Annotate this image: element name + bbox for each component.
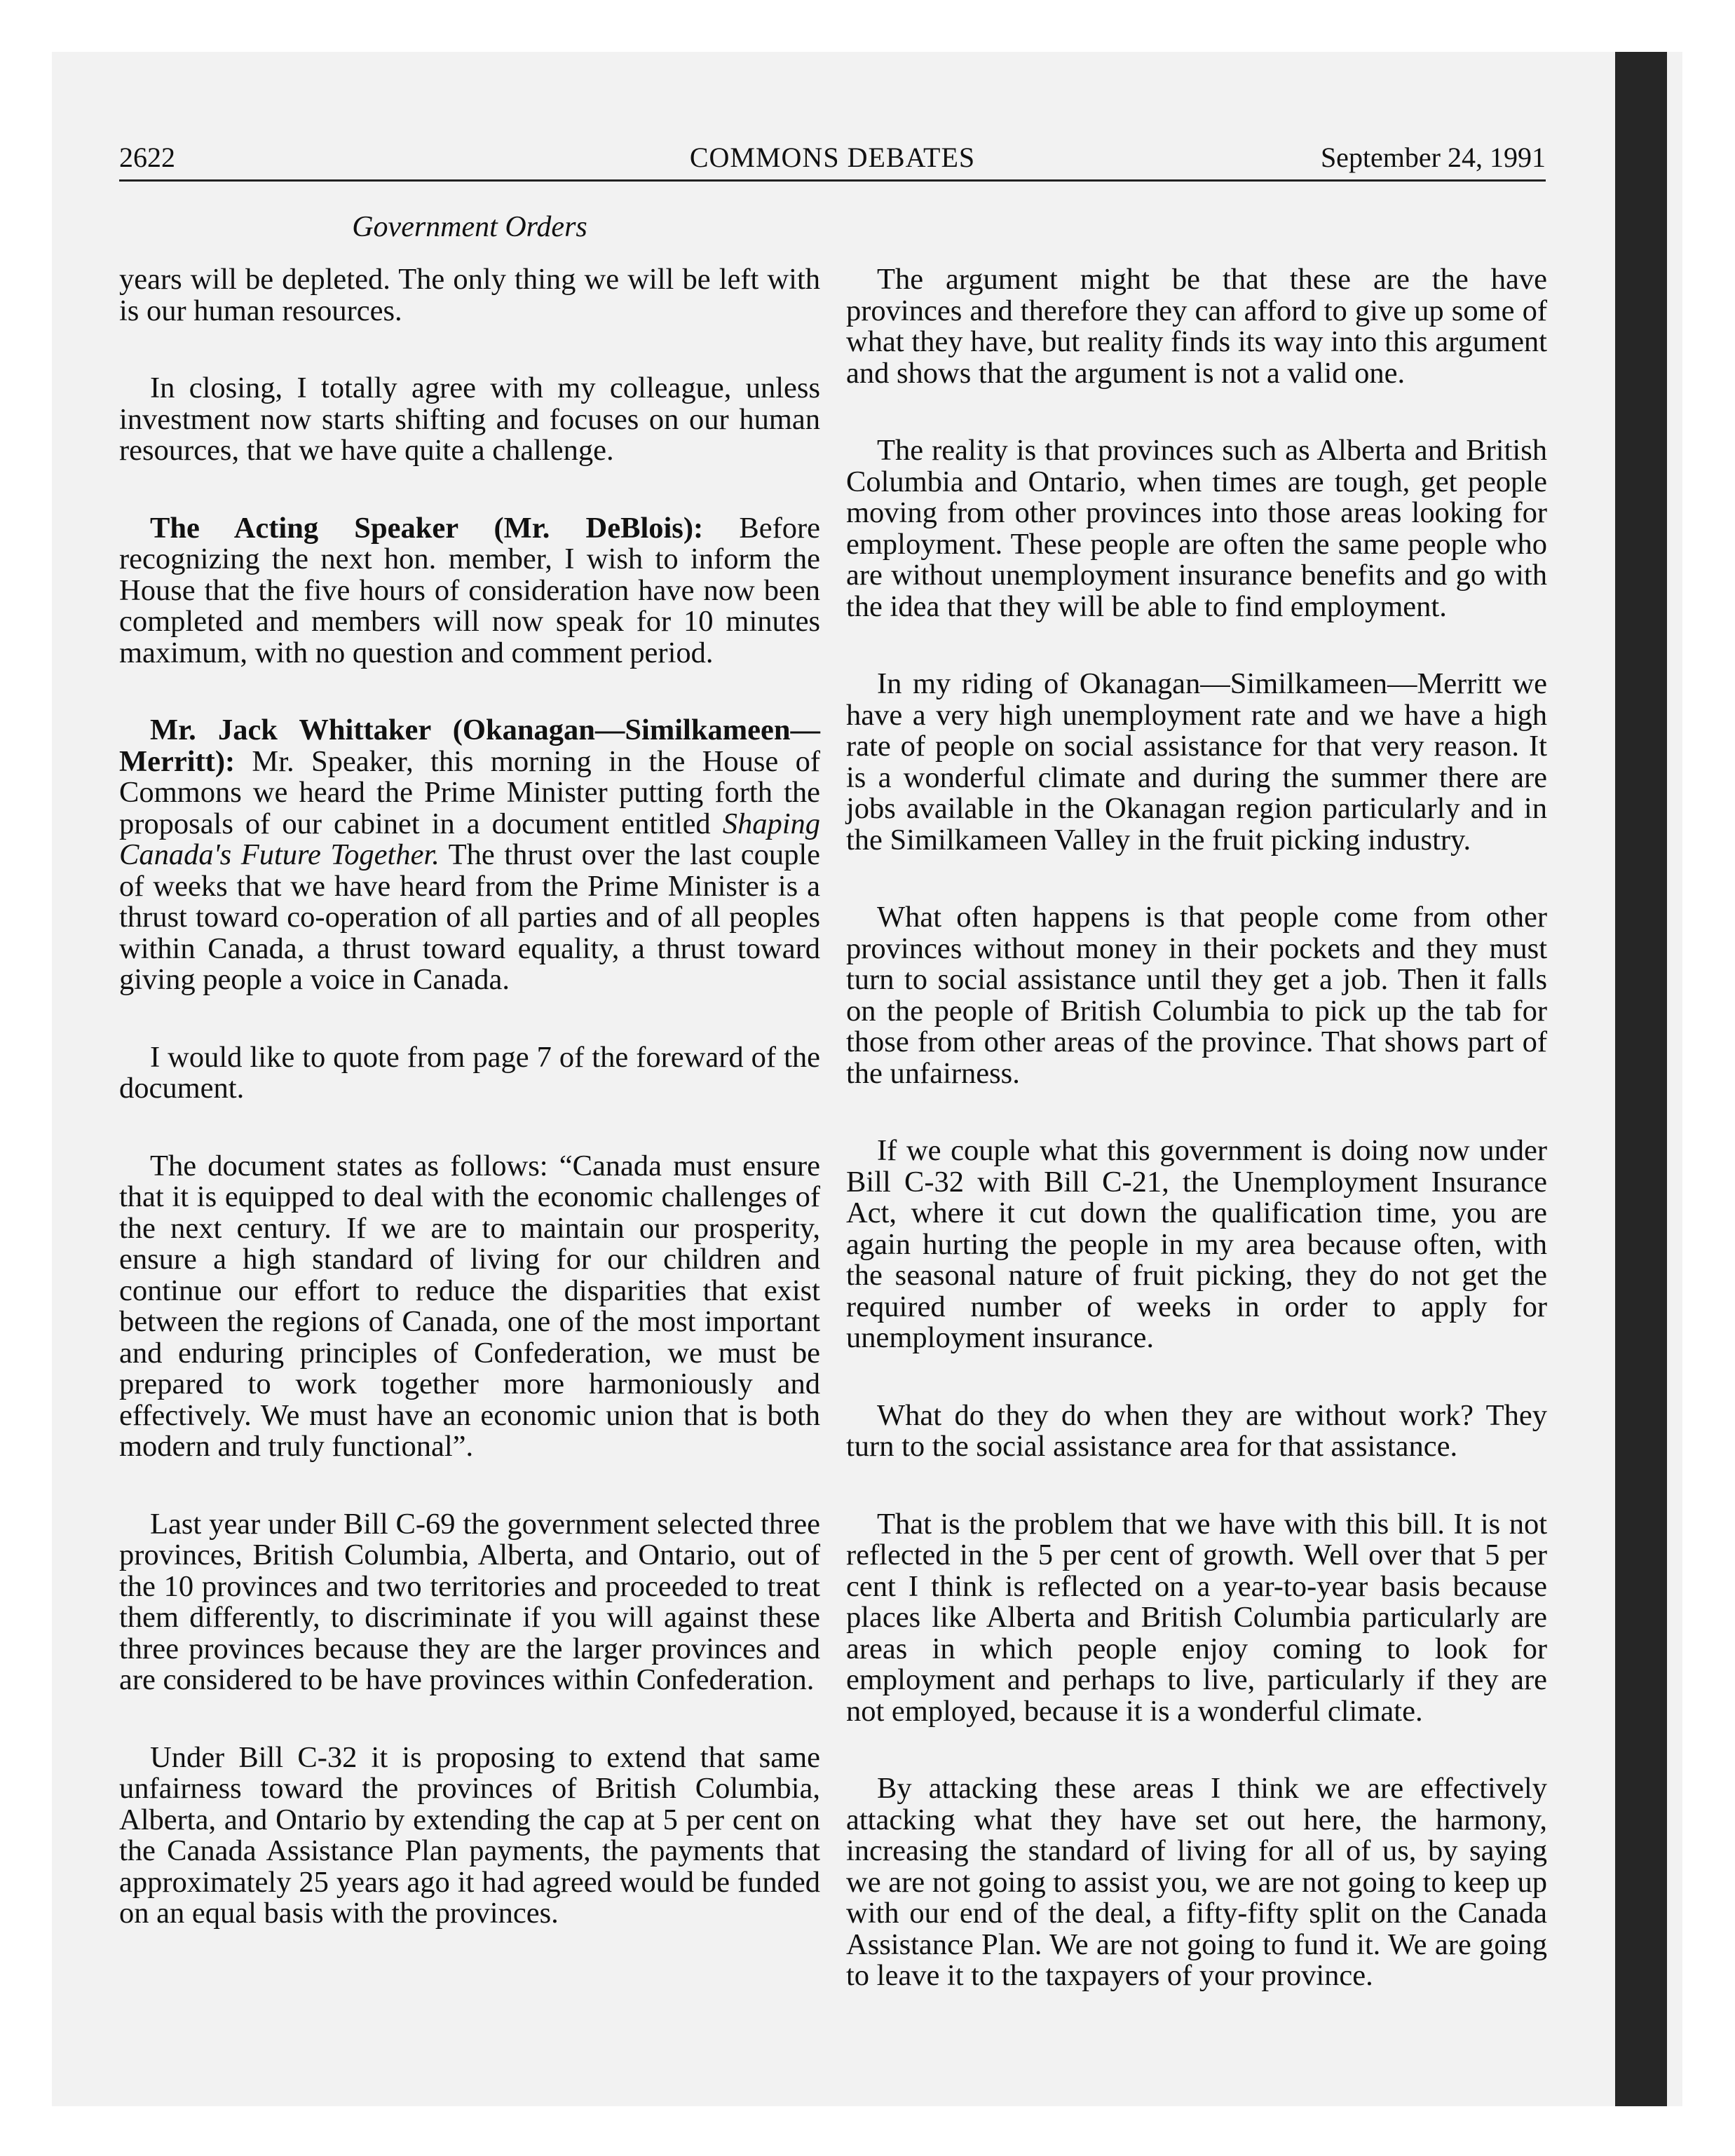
paragraph: Under Bill C-32 it is proposing to extend that same unfairness toward the provinces of British Columbia, Alberta, and Ontario by extending the cap at 5 per cent on the Canada Assistance Plan payments, the payments that approximately 25 years ago it had agreed would be funded on an equal basis with the provinces. — [119, 1740, 820, 1930]
section-heading: Government Orders — [352, 211, 587, 243]
publication-title: COMMONS DEBATES — [689, 142, 976, 173]
page-number: 2622 — [119, 142, 175, 173]
document-title: Shaping Canada's Future Together. — [119, 807, 820, 871]
speech-text: Before recognizing the next hon. member, I wish to inform the House that the five hours of consideration have now been completed and members will now speak for 10 minutes maximum, with no question and comment period. — [119, 511, 820, 669]
paragraph: By attacking these areas I think we are effectively attacking what they have set out here, the harmony, increasing the standard of living for all of us, by saying we are not going to assist you, we are not going to keep up with our end of the deal, a fifty-fifty split on the Canada Assistance Plan. We are not going to fund it. We are going to leave it to the taxpayers of your province. — [846, 1772, 1547, 1992]
paragraph: If we couple what this government is doing now under Bill C-32 with Bill C-21, the Unemployment Insurance Act, where it cut down the qualification time, you are again hurting the people in my area because often, with the seasonal nature of fruit picking, they do not get the required number of weeks in order to apply for unemployment insurance. — [846, 1134, 1547, 1354]
paragraph: In closing, I totally agree with my colleague, unless investment now starts shifting and focuses on our human resources, that we have quite a challenge. — [119, 371, 820, 467]
paragraph: The argument might be that these are the have provinces and therefore they can afford to give up some of what they have, but reality finds its way into this argument and shows that the argument is not a valid one. — [846, 263, 1547, 390]
paragraph — [119, 715, 820, 996]
paragraph — [119, 513, 820, 669]
running-header — [119, 137, 1546, 182]
scan-edge-shadow — [1615, 52, 1667, 2106]
paragraph: I would like to quote from page 7 of the foreward of the document. — [119, 1040, 820, 1105]
paragraph: What often happens is that people come from other provinces without money in their pockets and they must turn to social assistance until they get a job. Then it falls on the people of British Columbia to pick up the tab for those from other areas of the province. That shows part of the unfairness. — [846, 901, 1547, 1090]
speaker-name: The Acting Speaker (Mr. DeBlois): — [150, 511, 704, 545]
paragraph: In my riding of Okanagan—Similkameen—Merritt we have a very high unemployment rate and we have a high rate of people on social assistance for that very reason. It is a wonderful climate and during the summer there are jobs available in the Okanagan region particularly and in the Similkameen Valley in the fruit picking industry. — [846, 667, 1547, 857]
right-column — [846, 264, 1547, 2038]
paragraph: years will be depleted. The only thing we will be left with is our human resources. — [119, 263, 820, 327]
publication-date: September 24, 1991 — [1320, 142, 1546, 173]
left-column — [119, 264, 820, 1976]
paragraph: What do they do when they are without work? They turn to the social assistance area for that assistance. — [846, 1398, 1547, 1463]
speech-text: The thrust over the last couple of weeks that we have heard from the Prime Minister is a thrust toward co-operation of all parties and of all peoples within Canada, a thrust toward equality, a thrust toward giving people a voice in Canada. — [119, 838, 821, 996]
speech-text: Mr. Speaker, this morning in the House of Commons we heard the Prime Minister putting forth the proposals of our cabinet in a document entitled — [119, 744, 820, 840]
paragraph: That is the problem that we have with this bill. It is not reflected in the 5 per cent of growth. Well over that 5 per cent I think is reflected on a year-to-year basis because places like Alberta and British Columbia particularly are areas in which people enjoy coming to look for employment and perhaps to live, particularly if they are not employed, because it is a wonderful climate. — [846, 1507, 1547, 1728]
speaker-name: Mr. Jack Whittaker (Okanagan—Similkameen—Merritt): — [119, 714, 820, 778]
paragraph: Last year under Bill C-69 the government selected three provinces, British Columbia, Alberta, and Ontario, out of the 10 provinces and two territories and proceeded to treat them differently, to discriminate if you will against these three provinces because they are the larger provinces and are considered to be have provinces within Confederation. — [119, 1507, 820, 1696]
paragraph: The document states as follows: “Canada must ensure that it is equipped to deal with the economic challenges of the next century. If we are to maintain our prosperity, ensure a high standard of living for our children and continue our effort to reduce the disparities that exist between the regions of Canada, one of the most important and enduring principles of Confederation, we must be prepared to work together more harmoniously and effectively. We must have an economic union that is both modern and truly functional”. — [119, 1149, 820, 1463]
paragraph: The reality is that provinces such as Alberta and British Columbia and Ontario, when times are tough, get people moving from other provinces into those areas looking for employment. These people are often the same people who are without unemployment insurance benefits and go with the idea that they will be able to find employment. — [846, 434, 1547, 623]
